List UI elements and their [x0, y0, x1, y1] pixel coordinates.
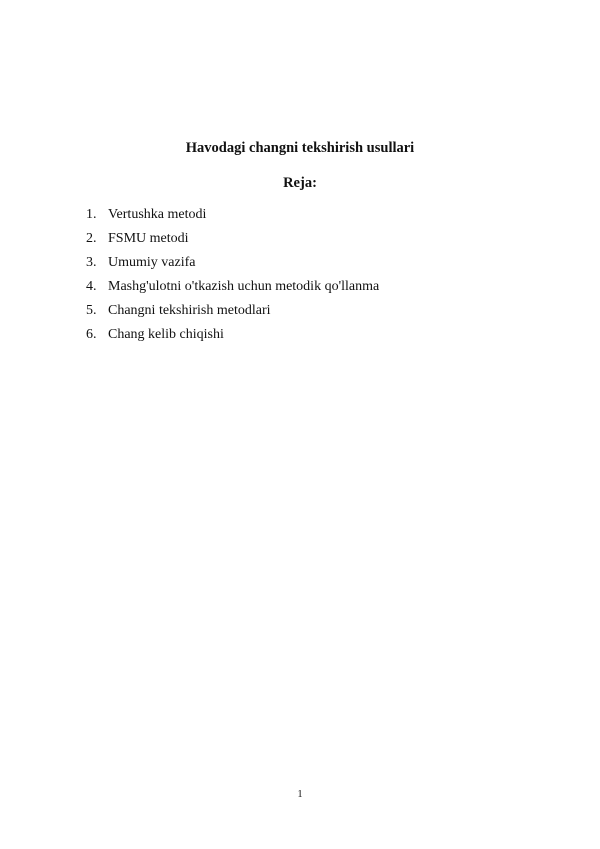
- plan-heading: Reja:: [283, 175, 317, 191]
- plan-item: [86, 299, 379, 323]
- plan-item: [86, 251, 379, 275]
- plan-item-text: FSMU metodi: [108, 231, 189, 246]
- plan-item-text: Chang kelib chiqishi: [108, 327, 224, 342]
- plan-item-text: Vertushka metodi: [108, 207, 207, 222]
- plan-item: [86, 323, 379, 347]
- plan-item-number: 1.: [86, 207, 97, 222]
- document-title: Havodagi changni tekshirish usullari: [185, 140, 415, 156]
- plan-item-text: Mashg'ulotni o'tkazish uchun metodik qo'llanma: [108, 279, 380, 294]
- plan-item-number: 2.: [86, 231, 97, 246]
- plan-item-number: 6.: [86, 327, 97, 342]
- plan-item-text: Changni tekshirish metodlari: [108, 303, 271, 318]
- plan-item-text: Umumiy vazifa: [108, 255, 196, 270]
- plan-item: [86, 203, 379, 227]
- plan-item-number: 5.: [86, 303, 97, 318]
- plan-item-number: 3.: [86, 255, 97, 270]
- plan-item: [86, 227, 379, 251]
- plan-list: [86, 203, 379, 347]
- plan-item: [86, 275, 379, 299]
- page-number: 1: [297, 789, 303, 800]
- plan-item-number: 4.: [86, 279, 97, 294]
